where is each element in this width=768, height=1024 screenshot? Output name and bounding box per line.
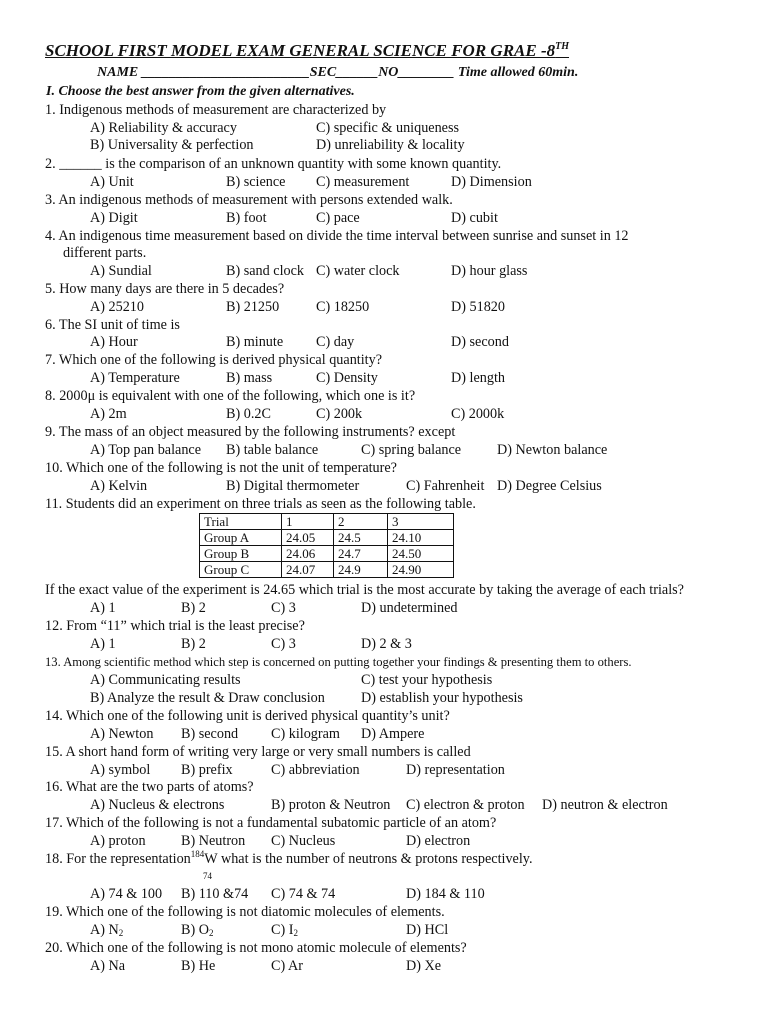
q12-option-a: A) 1: [90, 636, 116, 652]
atomic-number: 74: [203, 871, 212, 881]
question-12: 12. From “11” which trial is the least precise?: [45, 618, 305, 634]
q2-option-d: D) Dimension: [451, 174, 532, 190]
table-row: [200, 530, 454, 546]
question-20: 20. Which one of the following is not mono atomic molecule of elements?: [45, 940, 467, 956]
question-6: 6. The SI unit of time is: [45, 317, 180, 333]
q4-option-a: A) Sundial: [90, 263, 152, 279]
q15-option-d: D) representation: [406, 762, 505, 778]
table-cell: 24.10: [388, 530, 454, 546]
q17-option-a: A) proton: [90, 833, 146, 849]
table-cell: Group B: [200, 546, 282, 562]
table-cell: 24.7: [334, 546, 388, 562]
q18-option-a: A) 74 & 100: [90, 886, 163, 902]
q14-option-c: C) kilogram: [271, 726, 340, 742]
question-3: 3. An indigenous methods of measurement with persons extended walk.: [45, 192, 453, 208]
q16-option-c: C) electron & proton: [406, 797, 525, 813]
q11-option-c: C) 3: [271, 600, 296, 616]
q20-option-b: B) He: [181, 958, 216, 974]
question-4: 4. An indigenous time measurement based on divide the time interval between sunrise and sunset in 12: [45, 228, 629, 244]
trial-results-table: [199, 513, 454, 578]
q16-option-b: B) proton & Neutron: [271, 797, 391, 813]
q7-option-b: B) mass: [226, 370, 273, 386]
question-19: 19. Which one of the following is not diatomic molecules of elements.: [45, 904, 445, 920]
q16-option-a: A) Nucleus & electrons: [90, 797, 225, 813]
q1-option-c: C) specific & uniqueness: [316, 120, 460, 136]
q9-option-b: B) table balance: [226, 442, 319, 458]
q12-option-d: D) 2 & 3: [361, 636, 412, 652]
question-7: 7. Which one of the following is derived physical quantity?: [45, 352, 383, 368]
q13-option-c: C) test your hypothesis: [361, 672, 493, 688]
q15-option-a: A) symbol: [90, 762, 151, 778]
q17-option-c: C) Nucleus: [271, 833, 336, 849]
q1-option-d: D) unreliability & locality: [316, 137, 465, 153]
q3-option-c: C) pace: [316, 210, 360, 226]
table-cell: 24.9: [334, 562, 388, 578]
exam-title-text: SCHOOL FIRST MODEL EXAM GENERAL SCIENCE FOR GRAE -8: [45, 41, 556, 60]
q17-option-b: B) Neutron: [181, 833, 246, 849]
q14-option-a: A) Newton: [90, 726, 154, 742]
question-9: 9. The mass of an object measured by the following instruments? except: [45, 424, 456, 440]
q7-option-a: A) Temperature: [90, 370, 180, 386]
table-row: [200, 562, 454, 578]
q4-option-c: C) water clock: [316, 263, 400, 279]
q17-option-d: D) electron: [406, 833, 471, 849]
q7-option-c: C) Density: [316, 370, 378, 386]
table-row: [200, 546, 454, 562]
q12-option-b: B) 2: [181, 636, 206, 652]
q15-option-b: B) prefix: [181, 762, 233, 778]
q10-option-a: A) Kelvin: [90, 478, 148, 494]
q2-option-b: B) science: [226, 174, 286, 190]
q6-option-d: D) second: [451, 334, 509, 350]
table-cell: 24.06: [282, 546, 334, 562]
q3-option-b: B) foot: [226, 210, 267, 226]
q10-option-c: C) Fahrenheit: [406, 478, 485, 494]
question-1: 1. Indigenous methods of measurement are characterized by: [45, 102, 387, 118]
subscript: 2: [208, 928, 214, 938]
q6-option-b: B) minute: [226, 334, 284, 350]
section-instructions: I. Choose the best answer from the given alternatives.: [46, 84, 355, 99]
question-17: 17. Which of the following is not a fundamental subatomic particle of an atom?: [45, 815, 497, 831]
q5-option-a: A) 25210: [90, 299, 144, 315]
question-14: 14. Which one of the following unit is derived physical quantity’s unit?: [45, 708, 450, 724]
q18-option-b: B) 110 &74: [181, 886, 249, 902]
q9-option-d: D) Newton balance: [497, 442, 608, 458]
q18-option-c: C) 74 & 74: [271, 886, 336, 902]
q7-option-d: D) length: [451, 370, 505, 386]
question-16: 16. What are the two parts of atoms?: [45, 779, 254, 795]
q5-option-c: C) 18250: [316, 299, 370, 315]
grade-superscript: TH: [555, 41, 570, 52]
table-cell: 24.50: [388, 546, 454, 562]
question-4-continued: different parts.: [63, 245, 147, 261]
q19-option-b: [181, 922, 213, 940]
q15-option-c: C) abbreviation: [271, 762, 360, 778]
table-cell: 24.07: [282, 562, 334, 578]
table-cell: 24.90: [388, 562, 454, 578]
exam-title: [45, 40, 569, 62]
q12-option-c: C) 3: [271, 636, 296, 652]
question-18-lead: 18. For the representation: [45, 851, 191, 867]
question-10: 10. Which one of the following is not the unit of temperature?: [45, 460, 397, 476]
table-cell: Group A: [200, 530, 282, 546]
q8-option-c: C) 200k: [316, 406, 363, 422]
q11-option-d: D) undetermined: [361, 600, 458, 616]
q8-option-a: A) 2m: [90, 406, 127, 422]
q4-option-b: B) sand clock: [226, 263, 305, 279]
mass-number: 184: [190, 849, 205, 859]
question-5: 5. How many days are there in 5 decades?: [45, 281, 285, 297]
q10-option-d: D) Degree Celsius: [497, 478, 602, 494]
element-symbol: W: [204, 851, 218, 867]
q20-option-a: A) Na: [90, 958, 126, 974]
q9-option-a: A) Top pan balance: [90, 442, 202, 458]
q5-option-d: D) 51820: [451, 299, 505, 315]
table-header-cell: 2: [334, 514, 388, 530]
question-18-tail: what is the number of neutrons & protons respectively.: [217, 851, 533, 867]
q14-option-b: B) second: [181, 726, 239, 742]
q14-option-d: D) Ampere: [361, 726, 425, 742]
subscript: 2: [118, 928, 124, 938]
table-header-cell: Trial: [200, 514, 282, 530]
q16-option-d: D) neutron & electron: [542, 797, 668, 813]
table-cell: 24.05: [282, 530, 334, 546]
q19-option-a-text: A) N: [90, 922, 119, 938]
question-2: 2. ______ is the comparison of an unknown quantity with some known quantity.: [45, 156, 502, 172]
table-cell: 24.5: [334, 530, 388, 546]
table-row: [200, 514, 454, 530]
student-info-line: NAME ________________________SEC______NO________ Time allowed 60min.: [97, 65, 579, 80]
q8-option-d: C) 2000k: [451, 406, 505, 422]
q8-option-b: B) 0.2C: [226, 406, 271, 422]
q6-option-a: A) Hour: [90, 334, 138, 350]
q4-option-d: D) hour glass: [451, 263, 528, 279]
q2-option-a: A) Unit: [90, 174, 134, 190]
q13-option-d: D) establish your hypothesis: [361, 690, 523, 706]
table-cell: Group C: [200, 562, 282, 578]
q20-option-d: D) Xe: [406, 958, 442, 974]
q9-option-c: C) spring balance: [361, 442, 462, 458]
q2-option-c: C) measurement: [316, 174, 410, 190]
q1-option-b: B) Universality & perfection: [90, 137, 254, 153]
table-header-cell: 3: [388, 514, 454, 530]
q3-option-a: A) Digit: [90, 210, 138, 226]
q19-option-b-text: B) O: [181, 922, 209, 938]
q19-option-c: [271, 922, 298, 940]
q11-option-a: A) 1: [90, 600, 116, 616]
q5-option-b: B) 21250: [226, 299, 280, 315]
question-11-followup: If the exact value of the experiment is 24.65 which trial is the most accurate by taking the average of each trials?: [45, 582, 684, 598]
subscript: 2: [293, 928, 298, 938]
q13-option-a: A) Communicating results: [90, 672, 241, 688]
q13-option-b: B) Analyze the result & Draw conclusion: [90, 690, 325, 706]
question-8: 8. 2000μ is equivalent with one of the following, which one is it?: [45, 388, 416, 404]
question-11: 11. Students did an experiment on three trials as seen as the following table.: [45, 496, 476, 512]
question-13: 13. Among scientific method which step is concerned on putting together your findings & presenting them to others.: [45, 655, 632, 669]
table-header-cell: 1: [282, 514, 334, 530]
question-15: 15. A short hand form of writing very large or very small numbers is called: [45, 744, 471, 760]
q19-option-c-text: C) I: [271, 922, 294, 938]
q11-option-b: B) 2: [181, 600, 206, 616]
q3-option-d: D) cubit: [451, 210, 498, 226]
q10-option-b: B) Digital thermometer: [226, 478, 360, 494]
q6-option-c: C) day: [316, 334, 355, 350]
q1-option-a: A) Reliability & accuracy: [90, 120, 237, 136]
q18-option-d: D) 184 & 110: [406, 886, 485, 902]
q20-option-c: C) Ar: [271, 958, 303, 974]
q19-option-a: [90, 922, 123, 940]
q19-option-d: D) HCl: [406, 922, 449, 938]
question-18: [45, 851, 533, 869]
